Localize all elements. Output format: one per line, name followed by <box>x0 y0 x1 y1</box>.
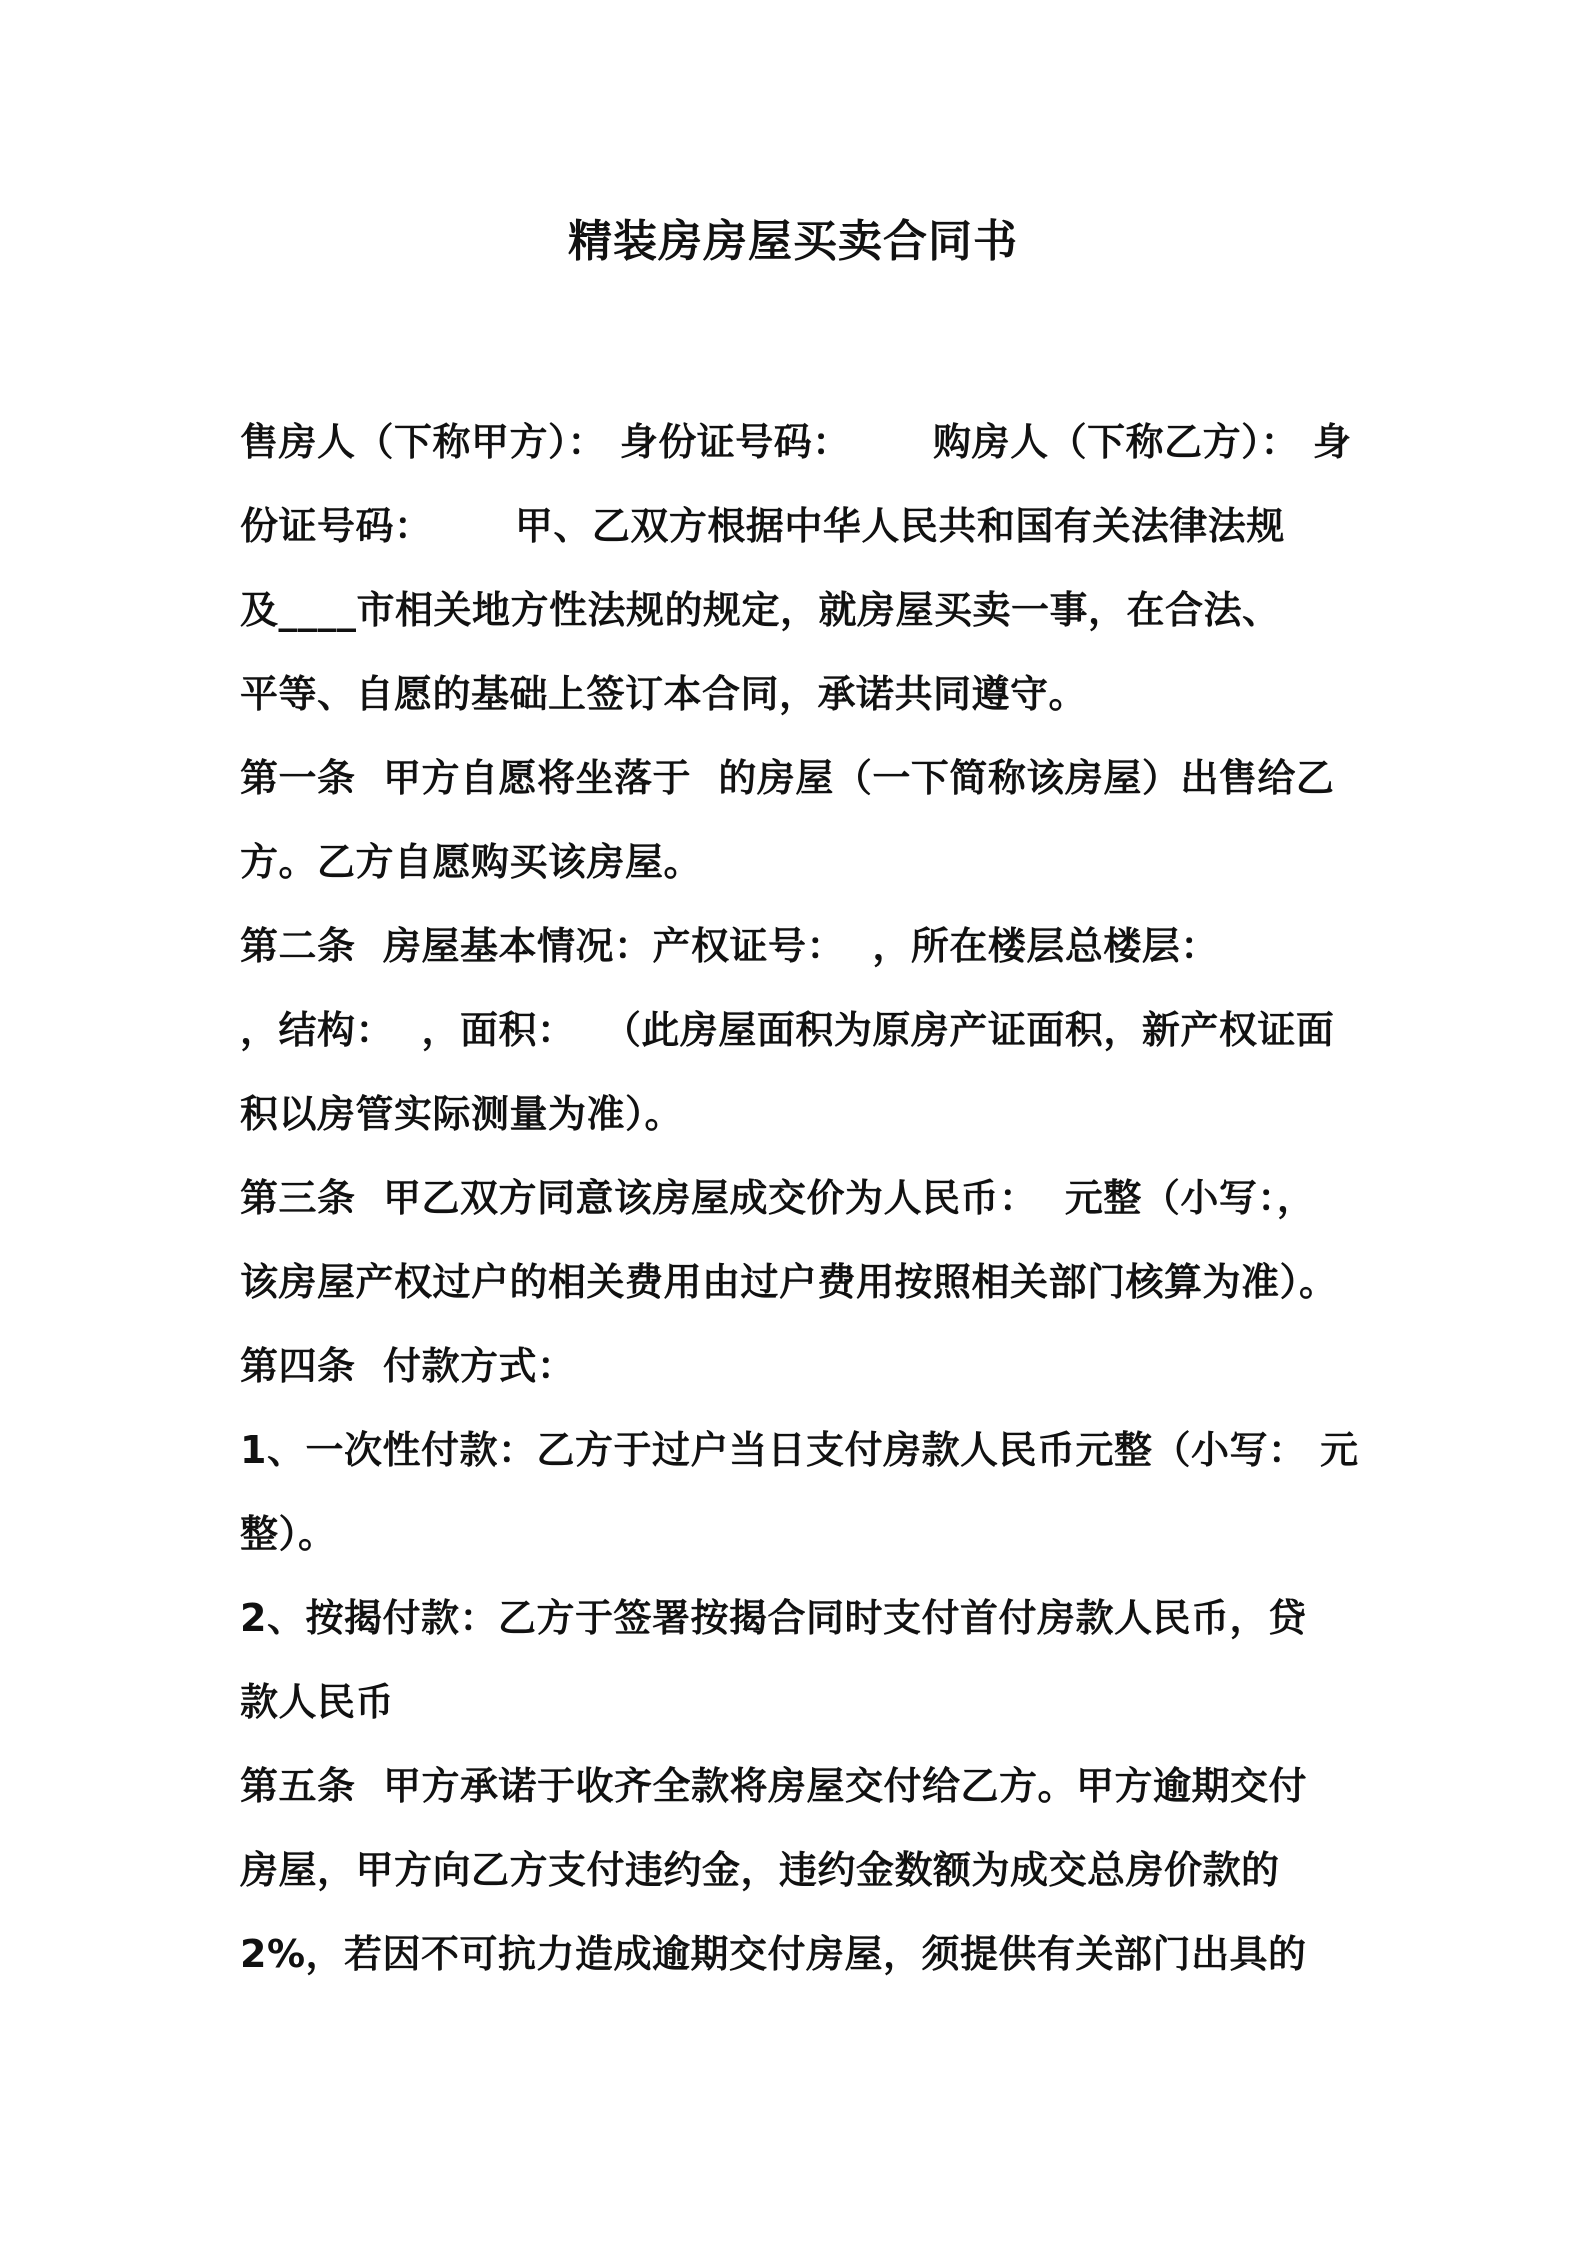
text-line: 第五条 甲方承诺于收齐全款将房屋交付给乙方。甲方逾期交付 <box>240 1764 1307 1808</box>
text-line: 积以房管实际测量为准）。 <box>240 1092 684 1136</box>
text-line: 第二条 房屋基本情况：产权证号： ，所在楼层总楼层： <box>240 924 1219 968</box>
text-line: 2、按揭付款：乙方于签署按揭合同时支付首付房款人民币，贷 <box>240 1596 1307 1640</box>
text-line: 及____市相关地方性法规的规定，就房屋买卖一事，在合法、 <box>240 588 1281 632</box>
text-line: 第三条 甲乙双方同意该房屋成交价为人民币： 元整（小写：， <box>240 1176 1316 1220</box>
document-body <box>240 400 1360 1996</box>
text-line: 方。乙方自愿购买该房屋。 <box>240 840 703 884</box>
text-line: 第四条 付款方式： <box>240 1344 576 1388</box>
text-line: 整）。 <box>240 1512 337 1556</box>
text-line: 2%，若因不可抗力造成逾期交付房屋，须提供有关部门出具的 <box>240 1932 1307 1976</box>
text-line: 售房人（下称甲方）： 身份证号码： 购房人（下称乙方）： 身 <box>240 420 1352 464</box>
document-title: 精装房房屋买卖合同书 <box>568 216 1018 267</box>
text-line: 款人民币 <box>240 1680 395 1724</box>
text-line: 房屋，甲方向乙方支付违约金，违约金数额为成交总房价款的 <box>240 1848 1280 1892</box>
text-line: ，结构： ，面积： （此房屋面积为原房产证面积，新产权证面 <box>240 1008 1335 1052</box>
text-line: 该房屋产权过户的相关费用由过户费用按照相关部门核算为准）。 <box>240 1260 1338 1304</box>
text-line: 第一条 甲方自愿将坐落于 的房屋（一下简称该房屋）出售给乙 <box>240 756 1335 800</box>
text-line: 份证号码： 甲、乙双方根据中华人民共和国有关法律法规 <box>240 504 1285 548</box>
text-line: 1、一次性付款：乙方于过户当日支付房款人民币元整（小写： 元 <box>240 1428 1359 1472</box>
text-line: 平等、自愿的基础上签订本合同，承诺共同遵守。 <box>240 672 1088 716</box>
